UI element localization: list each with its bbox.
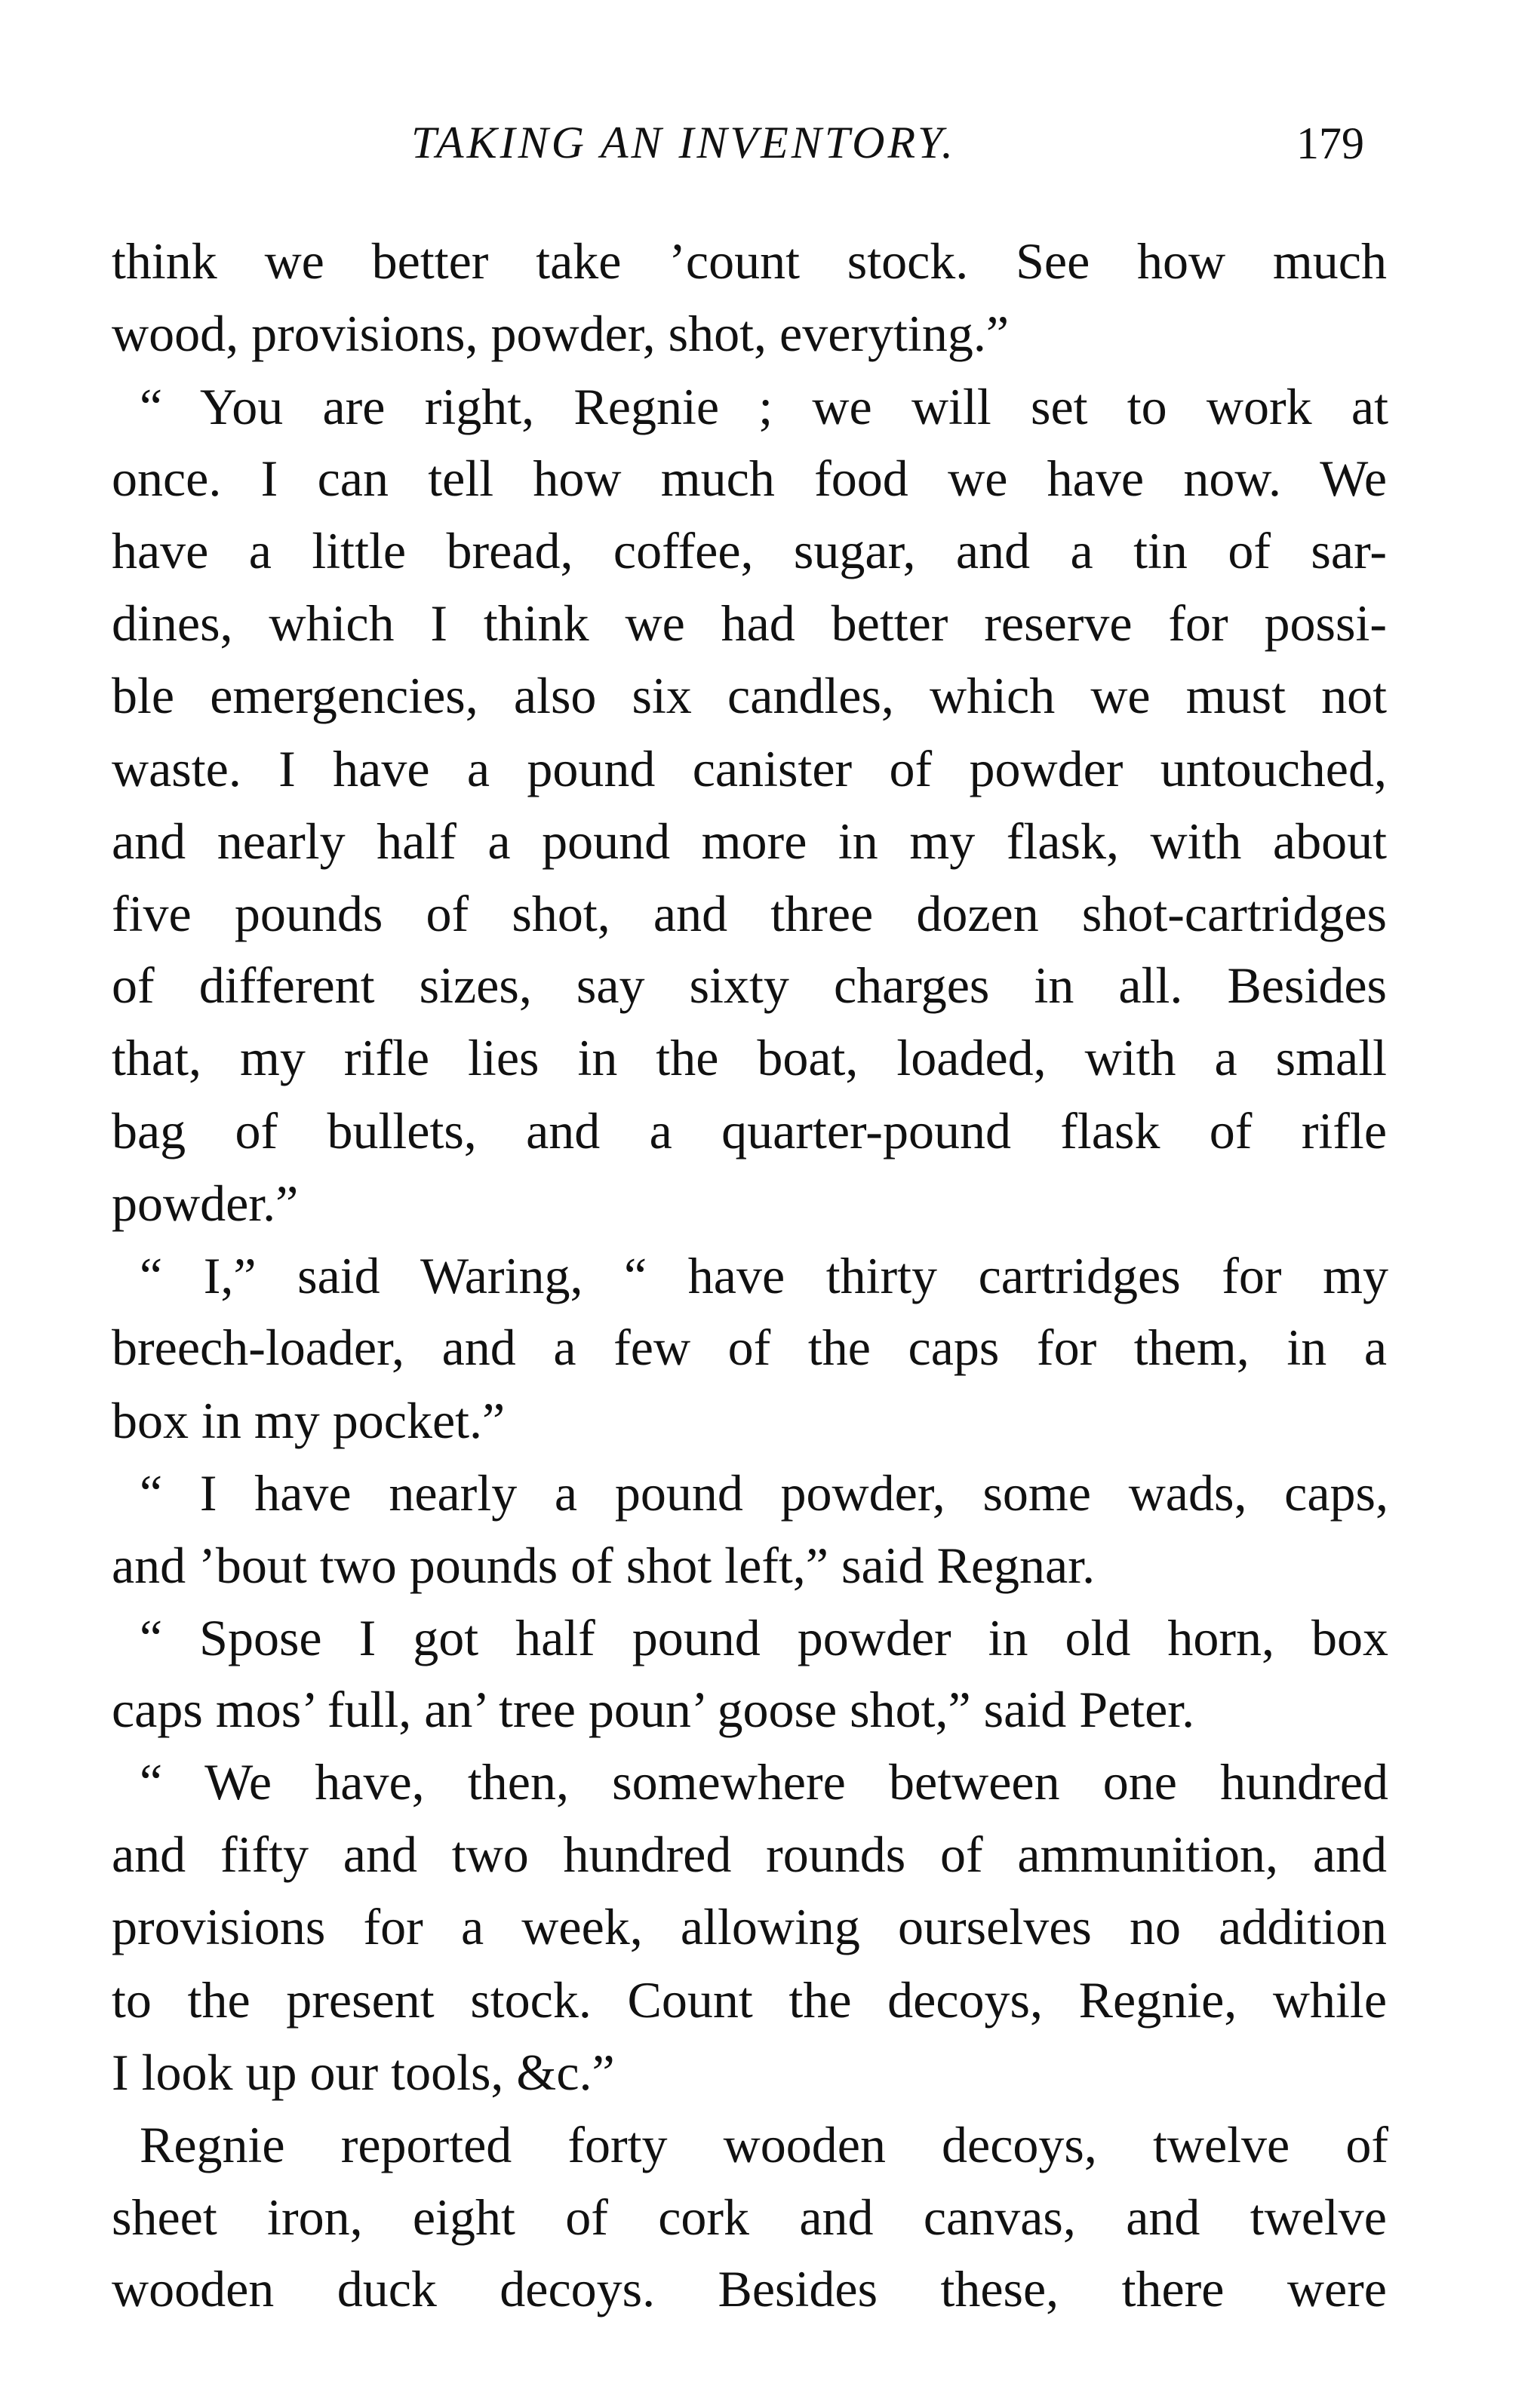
text-line: I look up our tools, &c.”	[112, 2044, 615, 2101]
text-line: and fifty and two hundred rounds of ammunition, and	[112, 1826, 1387, 1883]
text-line: to the present stock. Count the decoys, Regnie, while	[112, 1971, 1387, 2029]
text-line: once. I can tell how much food we have now. We	[112, 450, 1387, 507]
text-line: ble emergencies, also six candles, which we must not	[112, 667, 1387, 724]
text-line: that, my rifle lies in the boat, loaded, with a small	[112, 1029, 1387, 1086]
text-line: sheet iron, eight of cork and canvas, and twelve	[112, 2188, 1387, 2246]
page-number: 179	[1296, 118, 1364, 168]
text-line: wooden duck decoys. Besides these, there were	[112, 2260, 1387, 2317]
text-line: Regnie reported forty wooden decoys, twelve of	[140, 2116, 1388, 2173]
text-line: “ I,” said Waring, “ have thirty cartridges for my	[140, 1247, 1388, 1304]
text-line: provisions for a week, allowing ourselves no addition	[112, 1898, 1387, 1955]
text-line: have a little bread, coffee, sugar, and a tin of sar-	[112, 522, 1387, 579]
text-line: “ We have, then, somewhere between one hundred	[140, 1753, 1388, 1811]
text-line: and ’bout two pounds of shot left,” said Regnar.	[112, 1537, 1096, 1594]
text-line: caps mos’ full, an’ tree poun’ goose shot,” said Peter.	[112, 1681, 1195, 1738]
text-line: waste. I have a pound canister of powder untouched,	[112, 740, 1387, 797]
text-line: bag of bullets, and a quarter-pound flask of rifle	[112, 1102, 1387, 1159]
text-line: wood, provisions, powder, shot, everyting.”	[112, 305, 1010, 362]
running-head: TAKING AN INVENTORY.	[411, 118, 956, 167]
text-line: of different sizes, say sixty charges in all. Besides	[112, 957, 1387, 1014]
text-line: dines, which I think we had better reserve for possi-	[112, 594, 1387, 652]
text-line: “ Spose I got half pound powder in old horn, box	[140, 1609, 1388, 1666]
text-line: breech-loader, and a few of the caps for them, in a	[112, 1319, 1387, 1376]
text-line: box in my pocket.”	[112, 1392, 506, 1449]
text-line: five pounds of shot, and three dozen shot-cartridges	[112, 885, 1387, 942]
text-line: “ You are right, Regnie ; we will set to work at	[140, 378, 1388, 435]
text-line: think we better take ’count stock. See how much	[112, 232, 1387, 290]
text-line: and nearly half a pound more in my flask, with about	[112, 812, 1387, 870]
text-line: “ I have nearly a pound powder, some wads, caps,	[140, 1464, 1388, 1522]
text-line: powder.”	[112, 1175, 299, 1232]
